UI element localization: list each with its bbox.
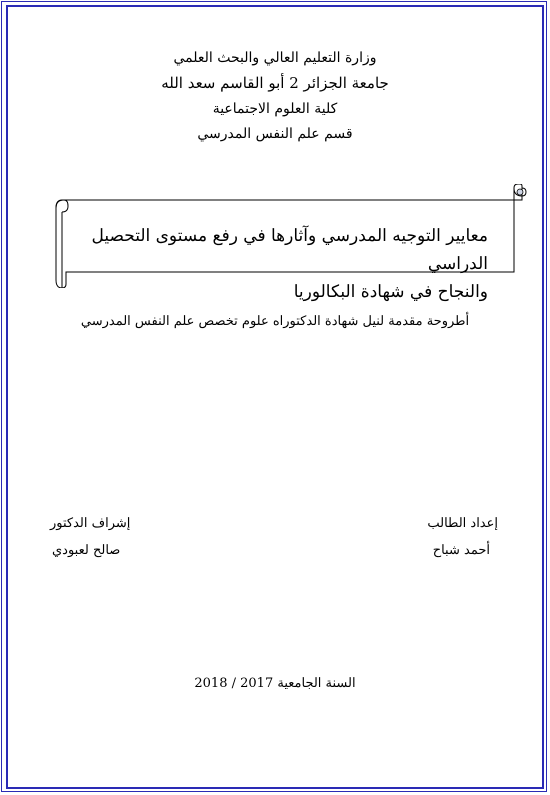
- thesis-title-line-1: معايير التوجيه المدرسي وآثارها في رفع مستوى التحصيل الدراسي: [91, 226, 488, 274]
- page-border-inner: [6, 5, 544, 789]
- department-name: قسم علم النفس المدرسي: [197, 126, 353, 142]
- supervisor-name: صالح لعبودي: [52, 543, 121, 558]
- student-label: إعداد الطالب: [427, 516, 498, 531]
- thesis-title-line-2: والنجاح في شهادة البكالوريا: [293, 282, 488, 302]
- student-name: أحمد شباح: [432, 543, 490, 558]
- academic-year: السنة الجامعية 2017 / 2018: [194, 676, 356, 691]
- thesis-title: [68, 222, 488, 306]
- faculty-name: كلية العلوم الاجتماعية: [212, 101, 338, 117]
- supervisor-label: إشراف الدكتور: [50, 516, 131, 531]
- ministry-name: وزارة التعليم العالي والبحث العلمي: [173, 50, 377, 66]
- thesis-subtitle: أطروحة مقدمة لنيل شهادة الدكتوراه علوم تخصص علم النفس المدرسي: [80, 314, 470, 329]
- university-name: جامعة الجزائر 2 أبو القاسم سعد الله: [161, 74, 389, 92]
